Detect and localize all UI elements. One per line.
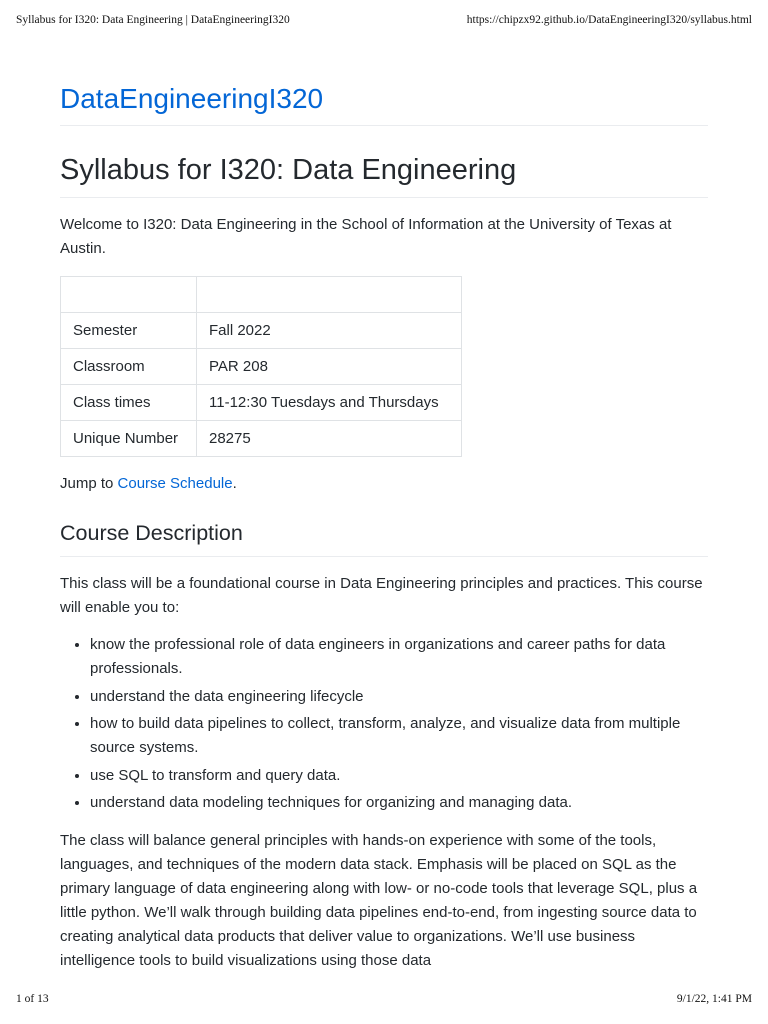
course-schedule-link[interactable]: Course Schedule — [117, 475, 233, 492]
course-goals-list — [60, 633, 708, 815]
table-row — [61, 313, 462, 349]
print-footer — [16, 993, 752, 1005]
list-item: • understand the data engineering lifecycle — [90, 685, 708, 709]
main-content — [60, 80, 708, 973]
list-item: • use SQL to transform and query data. — [90, 764, 708, 788]
table-cell-value: Fall 2022 — [197, 313, 462, 349]
print-header-url: https://chipzx92.github.io/DataEngineeringI320/syllabus.html — [466, 14, 752, 26]
table-cell-label: Classroom — [61, 349, 197, 385]
list-item: • know the professional role of data engineers in organizations and career paths for data professionals. — [90, 633, 708, 681]
table-header-cell — [197, 277, 462, 313]
table-header-cell — [61, 277, 197, 313]
page-title: Syllabus for I320: Data Engineering — [60, 150, 708, 198]
print-header — [16, 14, 752, 26]
intro-paragraph: Welcome to I320: Data Engineering in the School of Information at the University of Texas at Austin. — [60, 216, 672, 257]
table-header-row — [61, 277, 462, 313]
print-footer-page: 1 of 13 — [16, 993, 49, 1005]
jump-paragraph — [60, 472, 708, 496]
table-row — [61, 421, 462, 457]
course-info-table — [60, 276, 462, 457]
list-item: • understand data modeling techniques for organizing and managing data. — [90, 791, 708, 815]
jump-suffix: . — [232, 475, 237, 492]
table-cell-value: PAR 208 — [197, 349, 462, 385]
jump-prefix: Jump to — [60, 475, 118, 492]
table-row — [61, 349, 462, 385]
site-title-link[interactable]: DataEngineeringI320 — [60, 80, 708, 126]
table-row — [61, 385, 462, 421]
table-cell-value: 11-12:30 Tuesdays and Thursdays — [197, 385, 462, 421]
print-header-title: Syllabus for I320: Data Engineering | DataEngineeringI320 — [16, 14, 290, 26]
table-cell-label: Semester — [61, 313, 197, 349]
table-cell-value: 28275 — [197, 421, 462, 457]
table-cell-label: Unique Number — [61, 421, 197, 457]
list-item: • how to build data pipelines to collect, transform, analyze, and visualize data from multiple source systems. — [90, 712, 708, 760]
table-cell-label: Class times — [61, 385, 197, 421]
course-description-heading: Course Description — [60, 518, 708, 557]
course-description-lead: This class will be a foundational course in Data Engineering principles and practices. This course will enable you to: — [60, 575, 703, 616]
course-balance-paragraph: The class will balance general principles with hands-on experience with some of the tools, languages, and techniques of the modern data stack. Emphasis will be placed on SQL as the primary language of data engineering along with low- or no-code tools that leverage SQL, plus a little python. We’ll walk through building data pipelines end-to-end, from ingesting source data to creating analytical data products that deliver value to organizations. We’ll use business intelligence tools to build visualizations using those data — [60, 832, 698, 969]
print-footer-datetime: 9/1/22, 1:41 PM — [676, 993, 752, 1005]
